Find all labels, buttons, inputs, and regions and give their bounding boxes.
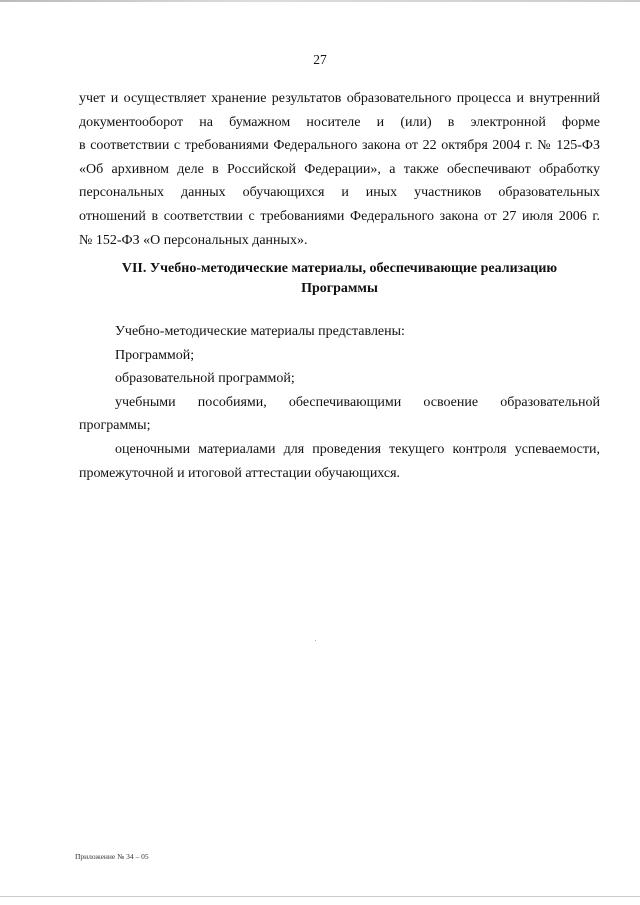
paragraph-line: отношений в соответствии с требованиями Федерального закона от 27 июля 2006 г. — [79, 208, 600, 224]
page-number: 27 — [313, 52, 327, 67]
paragraph-line: персональных данных обучающихся и иных участников образовательных — [79, 185, 600, 201]
paragraph-line: № 152-ФЗ «О персональных данных». — [79, 232, 308, 248]
paragraph-line: в соответствии с требованиями Федерального закона от 22 октября 2004 г. № 125-ФЗ — [79, 138, 600, 154]
scan-bottom-edge — [0, 896, 640, 897]
section-heading-line: Программы — [301, 281, 378, 296]
intro-paragraph — [79, 87, 600, 252]
materials-list — [79, 320, 600, 485]
scan-top-edge — [0, 0, 640, 2]
footer-note: Приложение № 34 – 05 — [75, 852, 149, 861]
paragraph-line: «Об архивном деле в Российской Федерации», а также обеспечивают обработку — [79, 161, 600, 177]
list-item: оценочными материалами для проведения текущего контроля успеваемости, — [115, 441, 600, 457]
list-item-continuation: программы; — [79, 418, 151, 434]
paragraph-line: учет и осуществляет хранение результатов образовательного процесса и внутренний — [79, 91, 600, 106]
list-item: Программой; — [115, 347, 195, 363]
scan-speck — [315, 640, 316, 641]
section-heading — [79, 259, 600, 299]
materials-intro: Учебно-методические материалы представлены: — [115, 324, 405, 339]
section-heading-line: VII. Учебно-методические материалы, обеспечивающие реализацию — [121, 261, 558, 276]
paragraph-line: документооборот на бумажном носителе и (или) в электронной форме — [79, 114, 600, 130]
list-item: образовательной программой; — [115, 371, 295, 387]
list-item: учебными пособиями, обеспечивающими освоение образовательной — [115, 394, 600, 410]
list-item-continuation: промежуточной и итоговой аттестации обучающихся. — [79, 465, 401, 481]
